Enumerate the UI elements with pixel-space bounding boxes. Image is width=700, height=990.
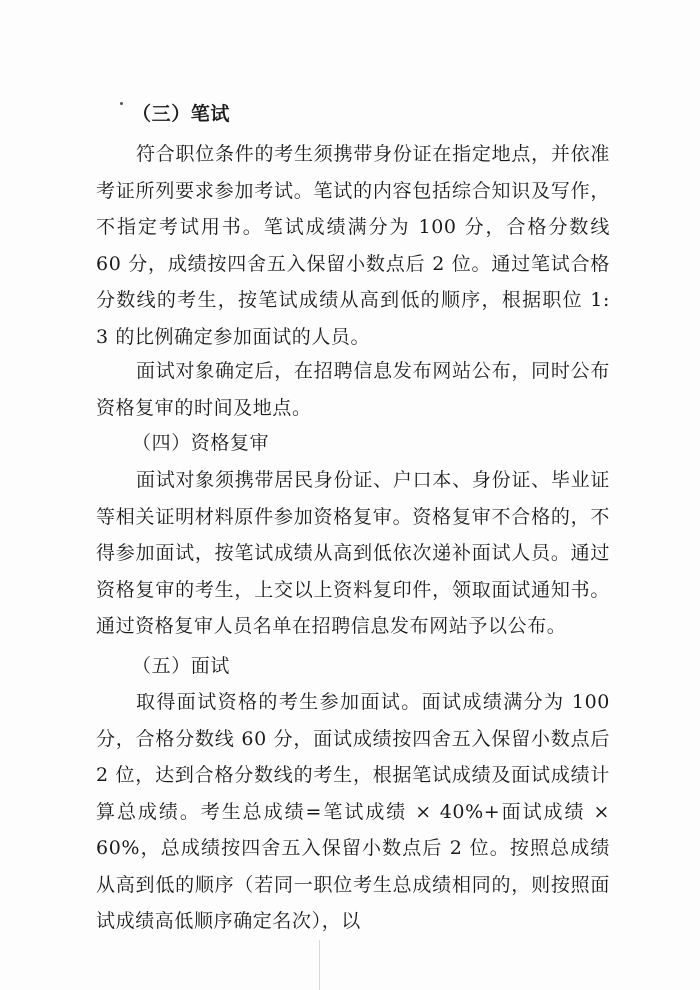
paragraph-interview: 取得面试资格的考生参加面试。面试成绩满分为 100 分，合格分数线 60 分，面试成绩按四舍五入保留小数点后 2 位，达到合格分数线的考生，根据笔试成绩及面试成绩计算总成绩。考生总成绩=笔试成绩 × 40%+面试成绩 × 60%，总成绩按四舍五入保留小数点后 2 位。按照总成绩从高到低的顺序（若同一职位考生总成绩相同的，则按照面试成绩高低顺序确定名次），以 bbox=[96, 691, 610, 932]
section-heading-written-exam: （三）笔试 bbox=[132, 103, 231, 125]
paragraph-qualification-review: 面试对象须携带居民身份证、户口本、身份证、毕业证等相关证明材料原件参加资格复审。资格复审不合格的，不得参加面试，按笔试成绩从高到低依次递补面试人员。通过资格复审的考生，上交以上资料复印件，领取面试通知书。通过资格复审人员名单在招聘信息发布网站予以公布。 bbox=[96, 469, 610, 637]
paragraph-written-exam: 符合职位条件的考生须携带身份证在指定地点，并依准考证所列要求参加考试。笔试的内容包括综合知识及写作，不指定考试用书。笔试成绩满分为 100 分，合格分数线 60 分，成绩按四舍五入保留小数点后 2 位。通过笔试合格分数线的考生，按笔试成绩从高到低的顺序，根据职位 1: 3 的比例确定参加面试的人员。 bbox=[96, 143, 610, 348]
section-heading-interview: （五）面试 bbox=[132, 655, 231, 677]
section-heading-qualification-review: （四）资格复审 bbox=[132, 432, 270, 454]
paragraph-interview-list-publication: 面试对象确定后，在招聘信息发布网站公布，同时公布资格复审的时间及地点。 bbox=[96, 360, 610, 419]
scan-speck bbox=[120, 102, 123, 105]
scan-fold-line bbox=[319, 940, 320, 990]
